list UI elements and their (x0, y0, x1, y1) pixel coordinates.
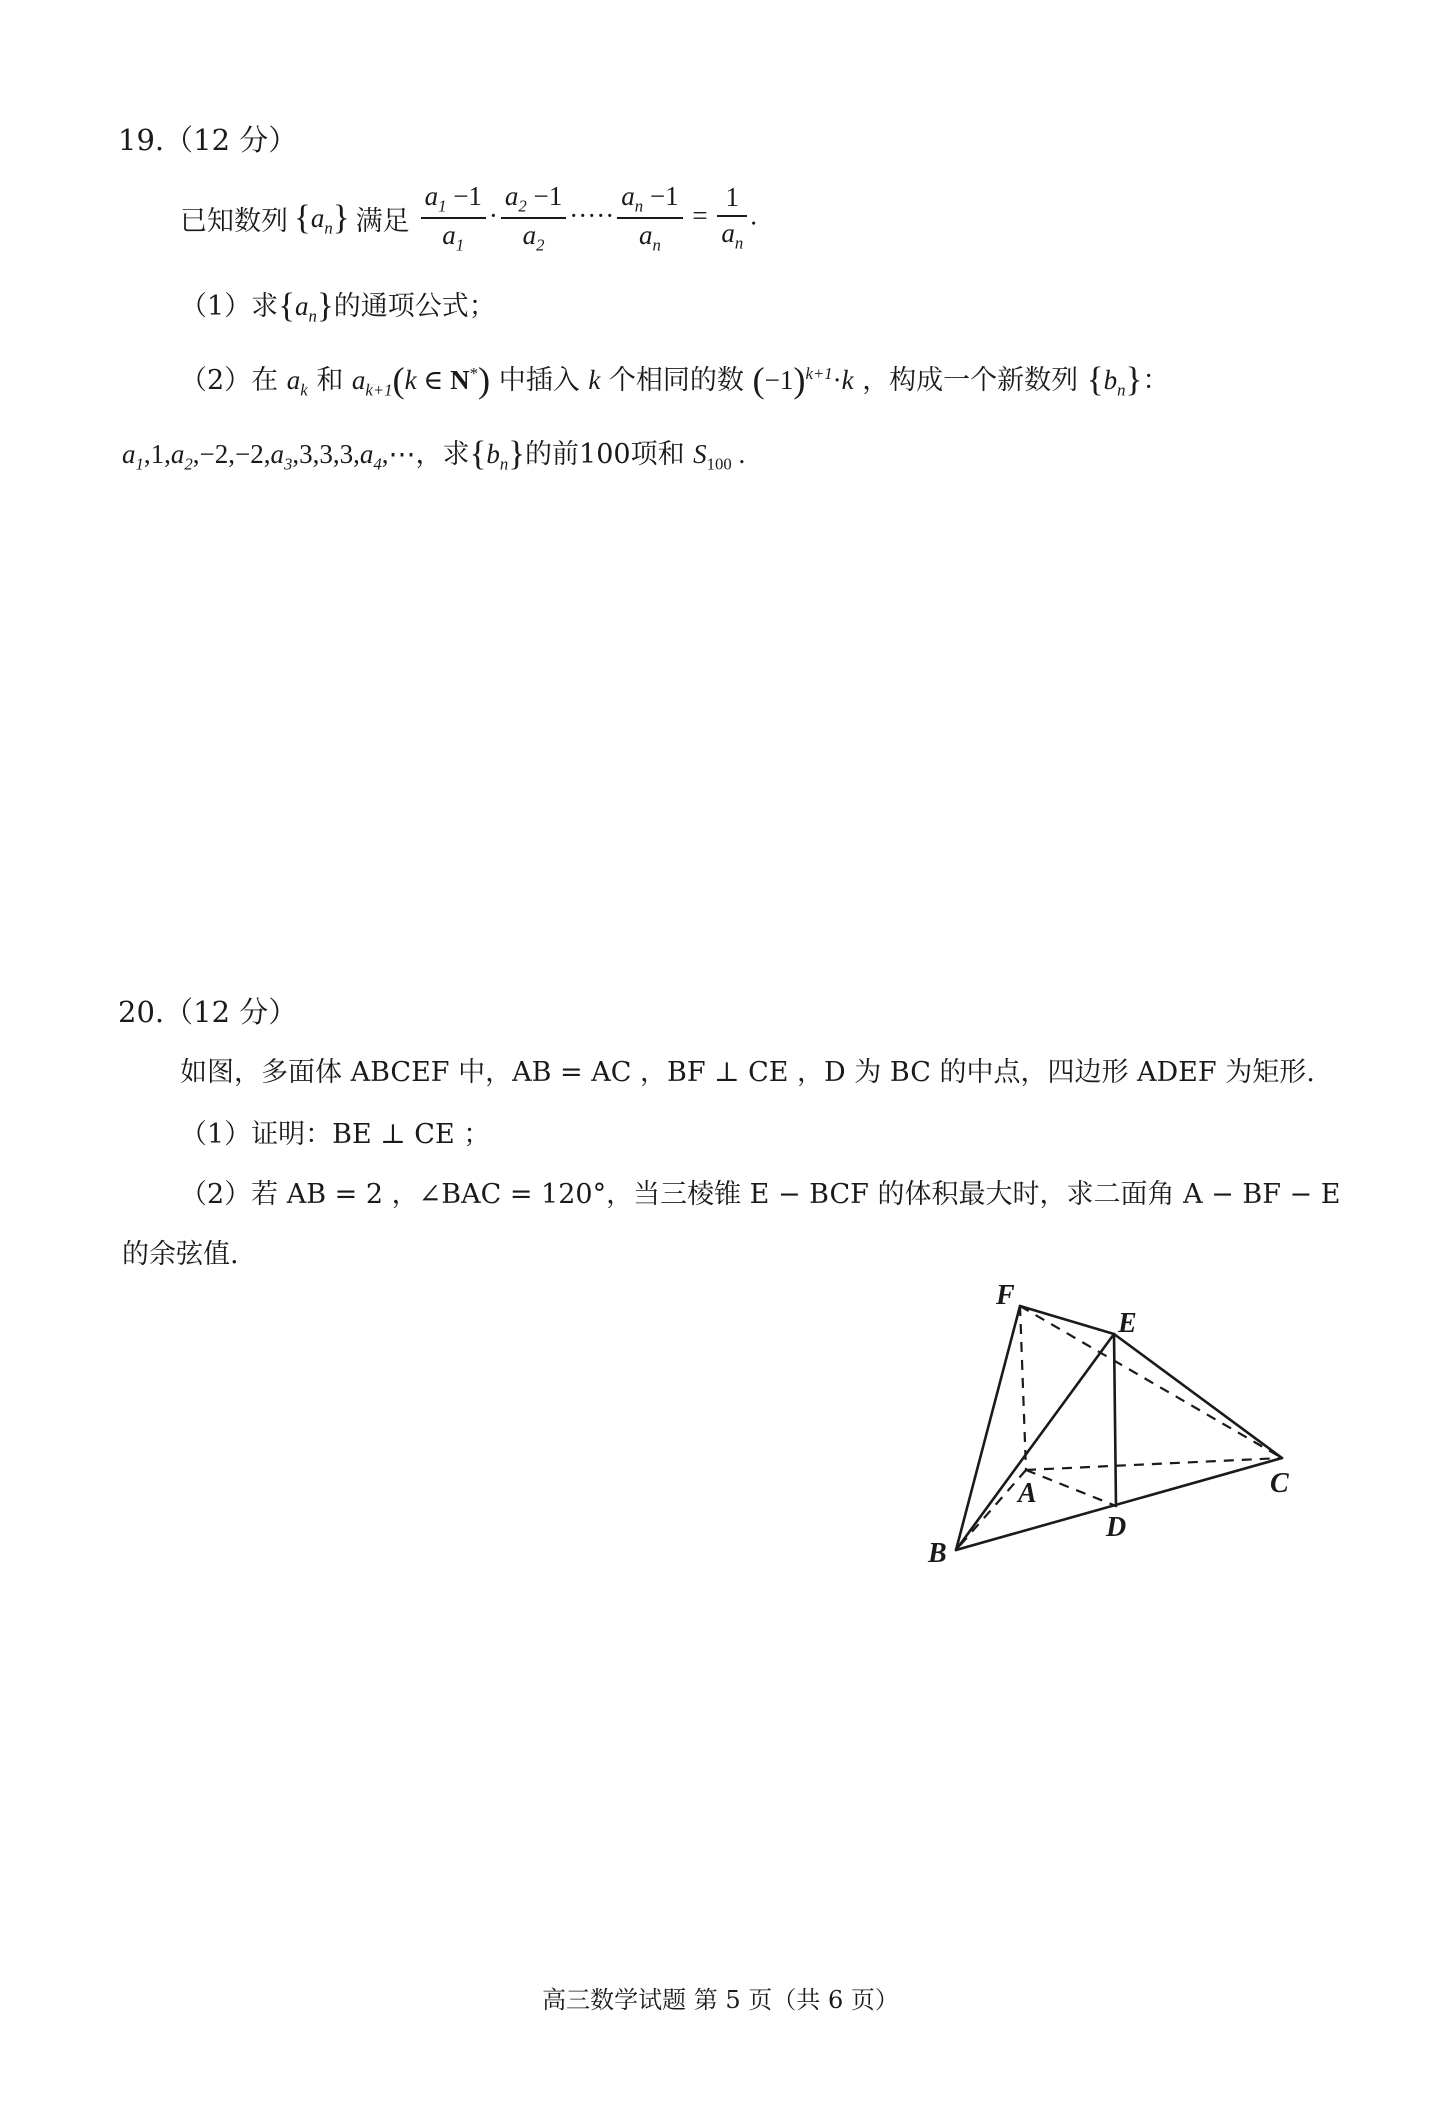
label-A: A (1018, 1478, 1037, 1509)
q19-part1-label: （1）求 (180, 291, 279, 322)
edge-FE (1020, 1306, 1114, 1334)
label-D: D (1106, 1512, 1127, 1543)
term-a-k: $a_k$ (286, 365, 308, 400)
q19-part2-line2 (122, 432, 745, 474)
label-B: B (928, 1538, 947, 1569)
q19-part2-mid2: 个相同的数 (608, 365, 744, 396)
edge-EC (1114, 1334, 1282, 1458)
q19-heading: 19.（12 分） (118, 123, 298, 157)
q19-part2-mid3: ，构成一个新数列 (862, 365, 1079, 396)
q20-part1: （1）证明：BE ⊥ CE ； (180, 1119, 491, 1150)
inserted-number: $(-1)^{k+1}\cdot k$ (752, 360, 854, 400)
q19-stem-mid: 满足 (355, 205, 410, 237)
q20-part2-line1: （2）若 AB = 2 ，∠BAC = 120°，当三棱锥 E − BCF 的体积最大时，求二面角 A − BF − E (180, 1179, 1341, 1210)
sum-s100: $S_{100}$ . (693, 439, 746, 474)
label-C: C (1270, 1468, 1289, 1499)
q20-stem: 如图，多面体 ABCEF 中，AB = AC ，BF ⊥ CE ，D 为 BC 的中点，四边形 ADEF 为矩形. (180, 1057, 1315, 1088)
q19-part2-line1 (180, 358, 1169, 401)
term-a-k1: $a_{k+1}(k$ ∈ N*) (351, 360, 491, 400)
seq-b-n: $\{b_n\}$： (1086, 360, 1170, 400)
seq-b-n-ref: $\{b_n\}$ (469, 434, 526, 474)
edge-AD (1026, 1470, 1116, 1506)
var-k: k (588, 365, 601, 395)
q20-heading: 20.（12 分） (118, 995, 298, 1029)
polyhedron-figure (900, 1270, 1320, 1570)
q19-part1-text: 的通项公式； (333, 291, 496, 322)
q20-part2-line2: 的余弦值. (122, 1239, 239, 1270)
label-F: F (996, 1280, 1015, 1311)
q19-part2-and: 和 (316, 365, 344, 396)
edge-FA (1020, 1306, 1026, 1470)
q19-part2-ask: ，求 (415, 439, 470, 470)
q19-part2-ask2: 的前100项和 (525, 439, 685, 470)
q19-part2-label: （2）在 (180, 365, 279, 396)
edge-BE (956, 1334, 1114, 1550)
edge-FC (1020, 1306, 1282, 1458)
q19-equation: $\frac{a_1 -1}{a_1}$ · $\frac{a_2 -1}{a_2}$ ····· $\frac{a_n -1}{a_n}$ = $\frac{1}{a_n}$ . (418, 180, 757, 257)
q19-stem-prefix: 已知数列 (180, 205, 288, 237)
seq-a-n-ref: $\{a_n\}$ (278, 286, 334, 326)
q19-part2-mid: 中插入 (498, 365, 580, 396)
q19-stem (180, 178, 757, 258)
label-E: E (1118, 1308, 1137, 1339)
seq-a-n: $\{a_n\}$ (294, 197, 350, 238)
page-footer: 高三数学试题 第 5 页（共 6 页） (542, 1986, 899, 2014)
q19-part1 (180, 284, 496, 326)
sequence-example: $a_1,1,a_2,-2,-2,a_3,3,3,3,a_4,\cdots$ (122, 439, 416, 474)
